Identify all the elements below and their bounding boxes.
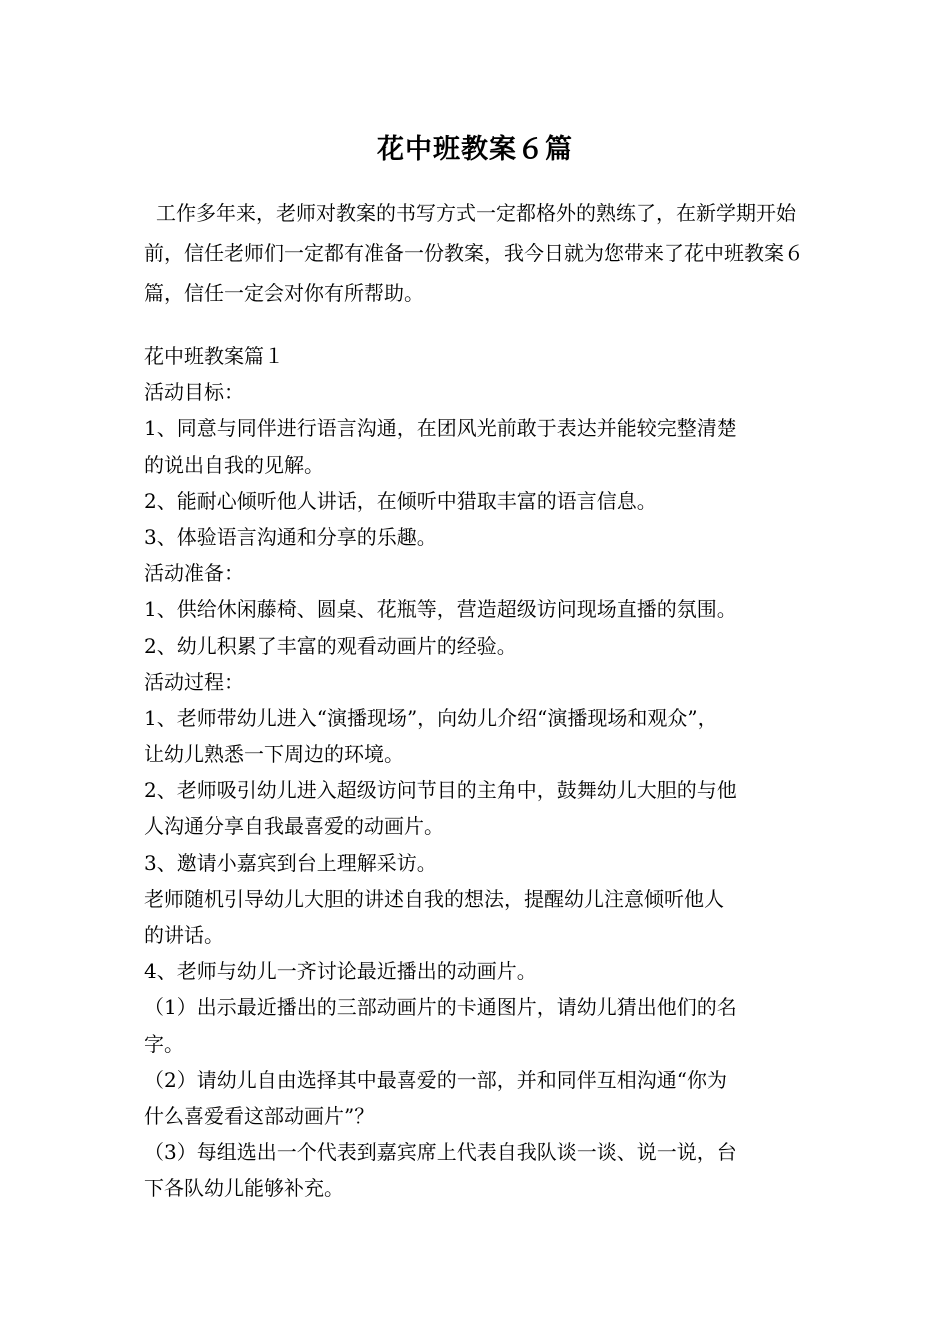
subheading-preparation: 活动准备： xyxy=(144,561,244,586)
text-line: 老师随机引导幼儿大胆的讲述自我的想法，提醒幼儿注意倾听他人 xyxy=(144,886,724,911)
text-line: 2、老师吸引幼儿进入超级访问节目的主角中，鼓舞幼儿大胆的与他 xyxy=(144,778,737,803)
text-line: 2、幼儿积累了丰富的观看动画片的经验。 xyxy=(144,633,517,658)
subheading-process: 活动过程： xyxy=(144,669,244,694)
document-title: 花中班教案６篇 xyxy=(377,134,573,165)
lesson-plan-body xyxy=(144,338,834,1207)
text-line: 3、体验语言沟通和分享的乐趣。 xyxy=(144,524,437,549)
text-line: 字。 xyxy=(144,1031,184,1056)
section-heading: 花中班教案篇１ xyxy=(144,344,284,368)
text-line: 下各队幼儿能够补充。 xyxy=(144,1176,344,1201)
subheading-goals: 活动目标： xyxy=(144,380,244,405)
text-line: 人沟通分享自我最喜爱的动画片。 xyxy=(144,814,444,839)
text-line: （1）出示最近播出的三部动画片的卡通图片，请幼儿猜出他们的名 xyxy=(144,995,737,1020)
text-line: 的讲话。 xyxy=(144,923,224,947)
text-line: 让幼儿熟悉一下周边的环境。 xyxy=(144,742,404,767)
text-line: 1、老师带幼儿进入“演播现场”，向幼儿介绍“演播现场和观众”， xyxy=(144,705,718,730)
text-line: 2、能耐心倾听他人讲话，在倾听中猎取丰富的语言信息。 xyxy=(144,488,657,513)
text-line: 1、同意与同伴进行语言沟通，在团风光前敢于表达并能较完整清楚 xyxy=(144,416,737,441)
text-line: 什么喜爱看这部动画片”？ xyxy=(144,1103,375,1128)
text-line: （3）每组选出一个代表到嘉宾席上代表自我队谈一谈、说一说，台 xyxy=(144,1140,737,1165)
text-line: 3、邀请小嘉宾到台上理解采访。 xyxy=(144,850,437,875)
text-line: 1、供给休闲藤椅、圆桌、花瓶等，营造超级访问现场直播的氛围。 xyxy=(144,597,737,622)
text-line: 4、老师与幼儿一齐讨论最近播出的动画片。 xyxy=(144,959,537,984)
text-line: （2）请幼儿自由选择其中最喜爱的一部，并和同伴互相沟通“你为 xyxy=(144,1067,727,1092)
text-line: 的说出自我的见解。 xyxy=(144,452,324,477)
intro-paragraph: 工作多年来，老师对教案的书写方式一定都格外的熟练了，在新学期开始前，信任老师们一定都有准备一份教案，我今日就为您带来了花中班教案６篇，信任一定会对你有所帮助。 xyxy=(144,201,804,305)
